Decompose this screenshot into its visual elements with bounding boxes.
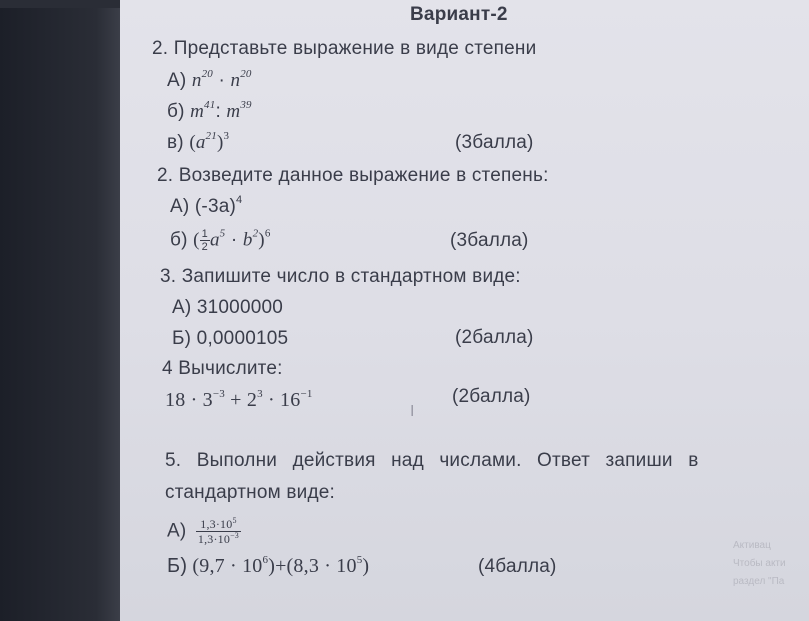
task1-item-c: в) $(a^{21})^3$ bbox=[167, 130, 230, 153]
activation-watermark-line1: Активац bbox=[733, 540, 771, 551]
task2-points: (3балла) bbox=[450, 230, 529, 251]
text-cursor-icon: I bbox=[410, 403, 415, 420]
task3-item-b: Б) 0,0000105 bbox=[172, 328, 289, 349]
task5-line2: стандартном виде: bbox=[165, 482, 335, 503]
task4-expression: $18 \cdot 3^{-3} + 2^3 \cdot 16^{-1}$ bbox=[165, 388, 313, 411]
fraction-one-half: $\frac{1}{2}$ bbox=[201, 228, 208, 253]
task1-points: (3балла) bbox=[455, 132, 534, 153]
task3-points: (2балла) bbox=[455, 327, 534, 348]
task5-points: (4балла) bbox=[478, 556, 557, 577]
task5-fraction: $\frac{1,3\cdot 10^5}{1,3\cdot 10^{-3}}$ bbox=[197, 516, 240, 546]
task5-line1: 5. Выполни действия над числами. Ответ запиши в bbox=[165, 450, 699, 471]
activation-watermark-line2: Чтобы акти bbox=[733, 558, 786, 569]
activation-watermark-line3: раздел "Па bbox=[733, 576, 785, 587]
task2-title: 2. Возведите данное выражение в степень: bbox=[157, 165, 549, 186]
task3-item-a: А) 31000000 bbox=[172, 297, 284, 318]
task1-title: 2. Представьте выражение в виде степени bbox=[152, 38, 537, 59]
variant-title: Вариант-2 bbox=[410, 4, 508, 25]
task4-title: 4 Вычислите: bbox=[162, 358, 283, 379]
task1-item-a: А) $n^{20} \cdot n^{20}$ bbox=[167, 68, 252, 91]
task1-item-b: б) $m^{41}$: $m^{39}$ bbox=[167, 99, 252, 122]
task2-item-b: б) ( $\frac{1}{2}$ $a^5 \cdot b^2)^6$ bbox=[170, 227, 271, 253]
task2-item-a: А) $(-3a)^4$ bbox=[170, 194, 243, 217]
task4-points: (2балла) bbox=[452, 386, 531, 407]
task3-title: 3. Запишите число в стандартном виде: bbox=[160, 266, 521, 287]
task5-item-a: А) $\frac{1,3\cdot 10^5}{1,3\cdot 10^{-3}}$ bbox=[167, 516, 240, 546]
monitor-bezel bbox=[0, 0, 120, 621]
task5-item-b: Б) $(9,7 \cdot 10^6)+(8,3 \cdot 10^5)$ bbox=[167, 554, 370, 577]
